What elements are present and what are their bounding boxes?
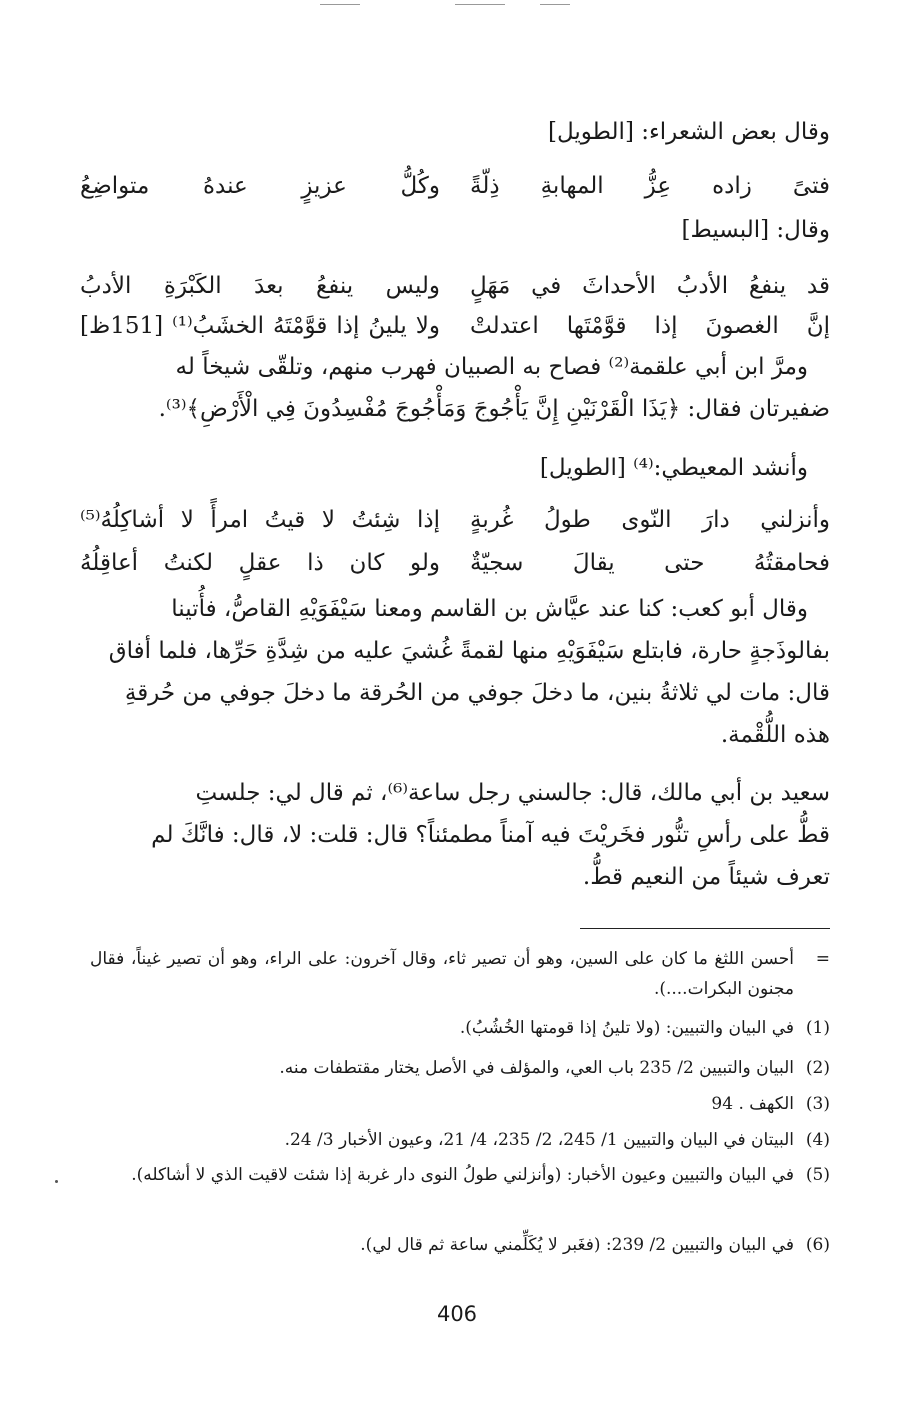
paragraph: [80, 346, 830, 430]
footnote-text: في البيان والتبيين: (ولا تلينُ إذا قومتها الخُشُبُ).: [459, 1018, 794, 1038]
verse-line: [80, 268, 830, 304]
footnote-marker: (4): [805, 1130, 830, 1150]
footnote-marker: =: [815, 949, 830, 969]
footnote-text: البيان والتبيين 2/ 235 باب العي، والمؤلف في الأصل يختار مقتطفات منه.: [279, 1058, 794, 1078]
text-line: بفالوذَجةٍ حارة، فابتلع سَيْفَوَيْهِ منها لقمةً غُشيَ عليه من شِدَّةِ حَرِّها، فلما أفاق: [108, 638, 830, 664]
poem-intro: وقال: [البسيط]: [681, 217, 830, 243]
footnote: [90, 944, 830, 1004]
footnote-text: أحسن اللثغ ما كان على السين، وهو أن تصير ثاء، وقال آخرون: على الراء، وهو أن تصير غيناً، فقال مجنون البكرات....).: [90, 949, 794, 999]
text-line: ضفيرتان فقال: ﴿يَذَا الْقَرْنَيْنِ إِنَّ يَأْجُوجَ وَمَأْجُوجَ مُفْسِدُونَ فِي الْأَرْضِ﴾⁽³⁾.: [158, 396, 830, 422]
verse-first-hemistich: فتىً زاده عِزُّ المهابةِ ذِلّةً: [470, 173, 830, 199]
footnote-rule: [580, 928, 830, 929]
text-line: ومرَّ ابن أبي علقمة⁽²⁾ فصاح به الصبيان فهرب منهم، وتلقّى شيخاً له: [175, 354, 808, 380]
verse-second-hemistich: وكُلُّ عزيزٍ عندهُ متواضِعُ: [80, 173, 440, 199]
top-rule: [455, 4, 505, 5]
footnote-text: في البيان والتبيين وعيون الأخبار: (وأنزلني طولُ النوى دار غربة إذا شئت لاقيت الذي لا أشاكله).: [131, 1165, 794, 1185]
verse-second-hemistich: وليس ينفعُ بعدَ الكَبْرَةِ الأدبُ: [80, 273, 440, 299]
scan-speck: [55, 1180, 58, 1183]
verse-second-hemistich: إذا شِئتُ لا قيتُ امرأً لا أشاكِلُهُ⁽⁵⁾: [80, 507, 440, 533]
footnote: [90, 1160, 830, 1190]
verse-first-hemistich: فحامقتُهُ حتى يقالَ سجيّةٌ: [470, 550, 830, 576]
top-rule: [540, 4, 570, 5]
footnote: [90, 1089, 830, 1119]
footnote: [90, 1230, 830, 1260]
text-line: سعيد بن أبي مالك، قال: جالسني رجل ساعة⁽⁶⁾، ثم قال لي: جلستِ: [195, 780, 830, 806]
footnote-marker: (5): [805, 1165, 830, 1185]
verse-line: [80, 502, 830, 538]
footnote: [90, 1053, 830, 1083]
page-number: 406: [436, 1302, 478, 1326]
verse-line: [80, 308, 830, 344]
text-line: وقال أبو كعب: كنا عند عيَّاش بن القاسم ومعنا سَيْفَوَيْهِ القاصُّ، فأُتينا: [171, 596, 808, 622]
text-line: تعرف شيئاً من النعيم قطُّ.: [582, 864, 830, 890]
footnote-text: الكهف . 94: [711, 1094, 794, 1114]
footnote: [90, 1013, 830, 1043]
footnote-marker: (1): [805, 1018, 830, 1038]
footnote-marker: (2): [805, 1058, 830, 1078]
footnote-marker: (3): [805, 1094, 830, 1114]
verse-second-hemistich: ولا يلينُ إذا قوَّمْتَهُ الخشَبُ⁽¹⁾ [151ظ]: [80, 313, 441, 339]
paragraph: [80, 588, 830, 756]
footnote-marker: (6): [805, 1235, 830, 1255]
paragraph: [80, 772, 830, 898]
text-line: قال: مات لي ثلاثةُ بنين، ما دخلَ جوفي من الحُرقة ما دخلَ جوفي من حُرقةِ: [124, 680, 830, 706]
footnote-text: البيتان في البيان والتبيين 1/ 245، 2/ 235، 4/ 21، وعيون الأخبار 3/ 24.: [284, 1130, 794, 1150]
verse-first-hemistich: وأنزلني دارَ النّوى طولُ غُربةٍ: [470, 507, 830, 533]
verse-line: [80, 545, 830, 581]
poem-intro: وأنشد المعيطي:⁽⁴⁾ [الطويل]: [539, 455, 808, 481]
footnote: [90, 1125, 830, 1155]
poem-intro: وقال بعض الشعراء: [الطويل]: [548, 119, 830, 145]
verse-first-hemistich: قد ينفعُ الأدبُ الأحداثَ في مَهَلٍ: [470, 273, 830, 299]
verse-first-hemistich: إنَّ الغصونَ إذا قوَّمْتَها اعتدلتْ: [470, 313, 830, 339]
footnote-text: في البيان والتبيين 2/ 239: (فغَبر لا يُكَلِّمني ساعة ثم قال لي).: [360, 1235, 794, 1255]
verse-second-hemistich: ولو كان ذا عقلٍ لكنتُ أعاقِلُهُ: [80, 550, 440, 576]
text-line: هذه اللُّقْمة.: [720, 722, 830, 748]
text-line: قطُّ على رأسِ تنُّور فخَريْتَ فيه آمناً مطمئناً؟ قال: قلت: لا، قال: فانَّكَ لم: [151, 822, 830, 848]
verse-line: [80, 168, 830, 204]
top-rule: [320, 4, 360, 5]
